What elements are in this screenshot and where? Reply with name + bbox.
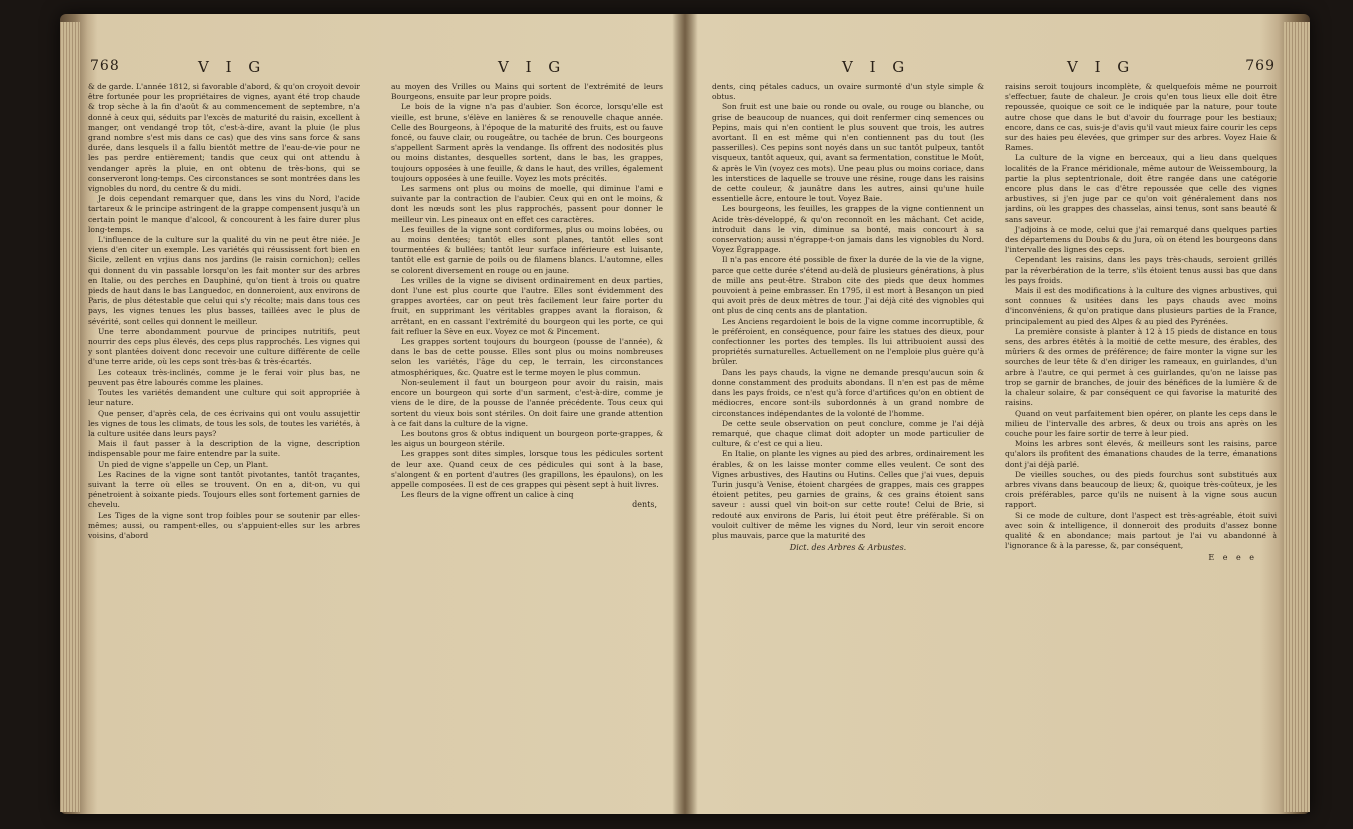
paragraph: Les bourgeons, les feuilles, les grappes de la vigne contiennent un Acide très-développé, & qu'on reconnoît en les mâchant. Cet acide, introduit dans le vin, diminue sa bonté, mais concourt à sa conservation; aussi n'égrappe-t-on jamais dans les vignobles du Nord. Voyez Égrappage. (712, 204, 984, 255)
paragraph: Dans les pays chauds, la vigne ne demande presqu'aucun soin & donne constamment des produits abondans. Il n'en est pas de même dans les pays froids, ce n'est qu'à force d'artifices qu'on en obtient de médiocres, encore sont-ils subordonnés à un grand nombre de circonstances indépendantes de la volonté de l'homme. (712, 367, 984, 418)
paragraph: Son fruit est une baie ou ronde ou ovale, ou rouge ou blanche, ou grise de beaucoup de nuances, qui doit renfermer cinq semences ou Pepins, mais qui n'en contient le plus souvent que trois, les autres avortant. Il en est même qui n'en contiennent pas du tout (les passerilles). Ces pepins sont noyés dans un suc tantôt pulpeux, tantôt visqueux, tantôt aqueux, qui, avant sa fermentation, constitue le Moût, & après le Vin (voyez ces mots). Une peau plus ou moins coriace, dans les interstices de laquelle se trouve une résine, rouge dans les raisins de cette couleur, & jaunâtre dans les autres, ainsi qu'une huile essentielle âcre, entoure le tout. Voyez Baie. (712, 102, 984, 204)
left-header-word-1: V I G (198, 58, 267, 76)
paragraph: Mais il faut passer à la description de la vigne, description indispensable pour me faire entendre par la suite. (88, 439, 360, 459)
paragraph: & de garde. L'année 1812, si favorable d'abord, & qu'on croyoit devoir être fortunée pour les propriétaires de vignes, ayant été trop chaude & trop sèche à la fin d'août & au commencement de septembre, n'a donné à ceux qui, séduits par l'excès de maturité du raisin, excellent à manger, ont vendangé trop tôt, c'est-à-dire, avant la pluie (le plus grand nombre s'est mis dans ce cas) que des vins sans force & sans durée, dans lesquels il a fallu bientôt mettre de l'eau-de-vie pour ne les pas perdre entièrement; tandis que ceux qui ont attendu à vendanger après la pluie, en ont obtenu de très-bons, qui se conserveront long-temps. Ces circonstances se sont montrées dans les vignobles du nord, du centre & du midi. (88, 82, 360, 194)
paragraph: Une terre abondamment pourvue de principes nutritifs, peut nourrir des ceps plus élevés, des ceps plus rapprochés. Les vignes qui y sont plantées doivent donc recevoir une culture différente de celle d'une terre aride, où les ceps sont très-bas & très-écartés. (88, 326, 360, 367)
book-gutter (672, 14, 698, 814)
paragraph: Les fleurs de la vigne offrent un calice à cinq (401, 490, 574, 500)
paragraph: dents, cinq pétales caducs, un ovaire surmonté d'un style simple & obtus. (712, 82, 984, 102)
paragraph: au moyen des Vrilles ou Mains qui sortent de l'extrémité de leurs Bourgeons, ensuite par leur propre poids. (391, 82, 663, 102)
paragraph: Toutes les variétés demandent une culture qui soit appropriée à leur nature. (88, 388, 360, 408)
right-running-head (712, 58, 1277, 80)
paragraph: raisins seroit toujours incomplète, & quelquefois même ne pourroit s'effectuer, faute de chaleur. Je crois qu'en tous lieux elle doit être repoussée, quoique ce soit ce le indiquée par la nature, pour toute autre chose que dans le but d'avoir du fourrage pour les bestiaux; encore, dans ce cas, suis-je d'avis qu'il vaut mieux faire courir les ceps sur des haies peu élevées, que grimper sur des arbres. Voyez Haie & Rames. (1005, 82, 1277, 153)
paragraph: Quand on veut parfaitement bien opérer, on plante les ceps dans le milieu de l'intervalle des arbres, & deux ou trois ans après on les couche pour les faire sortir de terre à leur pied. (1005, 408, 1277, 438)
page-edges-left (60, 22, 80, 812)
paragraph: Les vrilles de la vigne se divisent ordinairement en deux parties, dont l'une est plus courte que l'autre. Elles sont évidemment des grappes avortées, car on peut très facilement leur faire porter du fruit, en supprimant les véritables grappes avant la floraison, & arrêtant, en en cassant l'extrémité du bourgeon qui les porte, ce qui fait refluer la Sève en eux. Voyez ce mot & Pincement. (391, 275, 663, 336)
paragraph: Les coteaux très-inclinés, comme je le ferai voir plus bas, ne peuvent pas être labourés comme les plaines. (88, 367, 360, 387)
right-header-word-2: V I G (1067, 58, 1136, 76)
right-page (712, 58, 1277, 772)
column-footer: Dict. des Arbres & Arbustes. (789, 543, 907, 553)
paragraph: Un pied de vigne s'appelle un Cep, un Plant. (98, 459, 269, 469)
paragraph: Cependant les raisins, dans les pays très-chauds, seroient grillés par la réverbération de la terre, s'ils étoient tenus aussi bas que dans les pays froids. (1005, 255, 1277, 285)
paragraph: Le bois de la vigne n'a pas d'aubier. Son écorce, lorsqu'elle est vieille, est brune, s'élève en lanières & se renouvelle chaque année. Celle des Bourgeons, à l'époque de la maturité des fruits, est ou fauve foncé, ou fauve clair, ou rougeâtre, ou tachée de brun. Ces bourgeons s'appellent Sarment après la vendange. Ils offrent des nodosités plus ou moins distantes, desquelles sortent, dans le bas, les grappes, toujours opposées à une feuille, & dans le haut, des vrilles, également toujours opposées à une feuille. Voyez les mots précités. (391, 102, 663, 183)
paragraph: J'adjoins à ce mode, celui que j'ai remarqué dans quelques parties des départemens du Doubs & du Jura, où on étend les bourgeons dans l'intervalle des lignes des ceps. (1005, 224, 1277, 255)
left-page-number: 768 (90, 58, 120, 74)
catchword: dents, (632, 500, 657, 510)
paragraph: De cette seule observation on peut conclure, comme je l'ai déjà remarqué, que chaque climat doit adopter un mode particulier de culture, & c'est ce qui a lieu. (712, 418, 984, 449)
page-edges-right (1284, 22, 1310, 812)
left-page-column-2 (391, 82, 663, 772)
paragraph: Que penser, d'après cela, de ces écrivains qui ont voulu assujettir les vignes de tous les climats, de tous les sols, de toutes les variétés, à la culture usitée dans leurs pays? (88, 408, 360, 438)
paragraph: Je dois cependant remarquer que, dans les vins du Nord, l'acide tartareux & le principe astringent de la grappe compensent jusqu'à un certain point le manque d'alcool, & concourent à les faire durer plus long-temps. (88, 194, 360, 234)
paragraph: La culture de la vigne en berceaux, qui a lieu dans quelques localités de la France méridionale, même autour de Weissembourg, la partie la plus septentrionale, doit être rangée dans une catégorie encore plus dans le cas d'être repoussée que celle des vignes arbustives, si j'en juge par ce qu'on voit généralement dans nos jardins, où les grappes des chasselas, ainsi tenus, sont sans beauté & sans saveur. (1005, 153, 1277, 224)
paragraph: Les feuilles de la vigne sont cordiformes, plus ou moins lobées, ou au moins dentées; tantôt elles sont planes, tantôt elles sont tourmentées & bullées; tantôt leur surface inférieure est luisante, tantôt elle est garnie de poils ou de filamens blancs. L'automne, elles se colorent diversement en rouge ou en jaune. (391, 224, 663, 275)
paragraph: Si ce mode de culture, dont l'aspect est très-agréable, étoit suivi avec soin & intelligence, il donneroit des produits d'assez bonne qualité & en abondance; mais partout je l'ai vu abandonné à l'ignorance & à la paresse, &, par conséquent, (1005, 510, 1277, 551)
paragraph: La première consiste à planter à 12 à 15 pieds de distance en tous sens, des arbres étêtés à la moitié de cette mesure, des érables, des mûriers & des ormes de préférence; de faire monter la vigne sur les sourches de leur tête & d'en diriger les rameaux, en guirlandes, d'un arbre à l'autre, ce qui permet à ces guirlandes, qu'on ne laisse pas trop se garnir de branches, de jouir des bénéfices de la lumière & de la chaleur solaire, & par conséquent ce qui favorise la maturité des raisins. (1005, 326, 1277, 408)
paragraph: Mais il est des modifications à la culture des vignes arbustives, qui sont connues & usitées dans les pays chauds avec moins d'inconvéniens, & qu'on pratique dans plusieurs parties de la France, principalement au pied des Alpes & au pied des Pyrénées. (1005, 286, 1277, 326)
open-book (60, 14, 1310, 814)
paragraph: Les grappes sont dites simples, lorsque tous les pédicules sortent de leur axe. Quand ceux de ces pédicules qui sont à la base, s'alongent & en portent d'autres (les grapillons, les épaulons), on les appelle composées. Il est de ces grappes qui pèsent sept à huit livres. (391, 449, 663, 489)
right-header-word-1: V I G (842, 58, 911, 76)
paragraph: En Italie, on plante les vignes au pied des arbres, ordinairement les érables, & on les laisse monter comme elles veulent. Ce sont des Vignes arbustives, des Hautins ou Hutins. Celles que j'ai vues, depuis Turin jusqu'à Venise, étoient chargées de grappes, mais ces grappes étoient petites, peu garnies de grains, & ces grains étoient sans saveur : aussi quel vin boit-on sur cette route! Celui de Brie, si redouté aux environs de Paris, lui étoit peut être préférable. Si on vouloit cultiver de même les vignes du Nord, leur vin seroit encore plus mauvais, parce que la maturité des (712, 449, 984, 540)
paragraph: Les boutons gros & obtus indiquent un bourgeon porte-grappes, & les aigus un bourgeon stérile. (391, 428, 663, 449)
paragraph: L'influence de la culture sur la qualité du vin ne peut être niée. Je viens d'en citer un exemple. Les variétés qui réussissent fort bien en Sicile, zellent en vrjius dans nos jardins (le raisin cornichon); celles qui donnent du vin passable lorsqu'on les fait monter sur des arbres en Italie, ou des perches en Dauphiné, qu'on tient à trois ou quatre pieds de haut dans le bas Languedoc, en donneroient, aux environs de Paris, de plus détestable que celui qui s'y récolte; mais dans tous ces pays, les vignes tenues les plus basses, taillées avec le plus de sévérité, sont celles qui donnent le meilleur. (88, 235, 360, 326)
paragraph: Moins les arbres sont élevés, & meilleurs sont les raisins, parce qu'alors ils profitent des émanations chaudes de la terre, émanations dont j'ai déjà parlé. (1005, 439, 1277, 469)
left-page-column-1 (88, 82, 360, 772)
right-page-column-1 (712, 82, 984, 772)
paragraph: Non-seulement il faut un bourgeon pour avoir du raisin, mais encore un bourgeon qui sorte d'un sarment, c'est-à-dire, comme je viens de le dire, de la pousse de l'année précédente. Tous ceux qui sortent du vieux bois sont stériles. On doit faire une grande attention à ce fait dans la culture de la vigne. (391, 377, 663, 428)
left-page (88, 58, 663, 772)
paragraph: Les grappes sortent toujours du bourgeon (pousse de l'année), & dans le bas de cette pousse. Elles sont plus ou moins nombreuses selon les variétés, l'âge du cep, le terrain, les circonstances atmosphériques, &c. Quatre est le terme moyen le plus commun. (391, 337, 663, 377)
signature-mark: E e e e (1208, 553, 1257, 563)
left-running-head (88, 58, 663, 80)
right-page-column-2 (1005, 82, 1277, 772)
paragraph: Les sarmens ont plus ou moins de moelle, qui diminue l'ami e suivante par la contraction de l'aubier. Ceux qui en ont le moins, & dont les nœuds sont les plus rapprochés, passent pour donner le meilleur vin. Les pineaux ont en effet ces caractères. (391, 184, 663, 224)
left-header-word-2: V I G (498, 58, 567, 76)
paragraph: Les Anciens regardoient le bois de la vigne comme incorruptible, & le préféroient, en conséquence, pour faire les statues des dieux, pour confectionner les portes des temples. Ils lui attribuoient aussi des propriétés surnaturelles. Actuellement on ne l'emploie plus guère qu'à brûler. (712, 316, 984, 367)
paragraph: Les Racines de la vigne sont tantôt pivotantes, tantôt traçantes, suivant la terre où elles se trouvent. On en a, dit-on, vu qui pénetroient à soixante pieds. Toujours elles sont fortement garnies de chevelu. (88, 469, 360, 510)
paragraph: De vieilles souches, ou des pieds fourchus sont substitués aux arbres vivans dans beaucoup de lieux; &, quoique très-coûteux, je les crois préférables, parce qu'ils ne nuisent à la vigne sous aucun rapport. (1005, 469, 1277, 510)
right-page-number: 769 (1245, 58, 1275, 74)
paragraph: Les Tiges de la vigne sont trop foibles pour se soutenir par elles-mêmes; aussi, ou rampent-elles, ou s'appuient-elles sur les arbres voisins, d'abord (88, 510, 360, 540)
paragraph: Il n'a pas encore été possible de fixer la durée de la vie de la vigne, parce que cette durée s'étend au-delà de plusieurs générations, à plus de mille ans peut-être. Strabon cite des pieds que deux hommes pouvoient à peine embrasser. En 1795, il est mort à Besançon un pied qui avoit près de deux mètres de tour. J'ai déjà cité des vignobles qui ont plus de cinq cents ans de plantation. (712, 255, 984, 316)
